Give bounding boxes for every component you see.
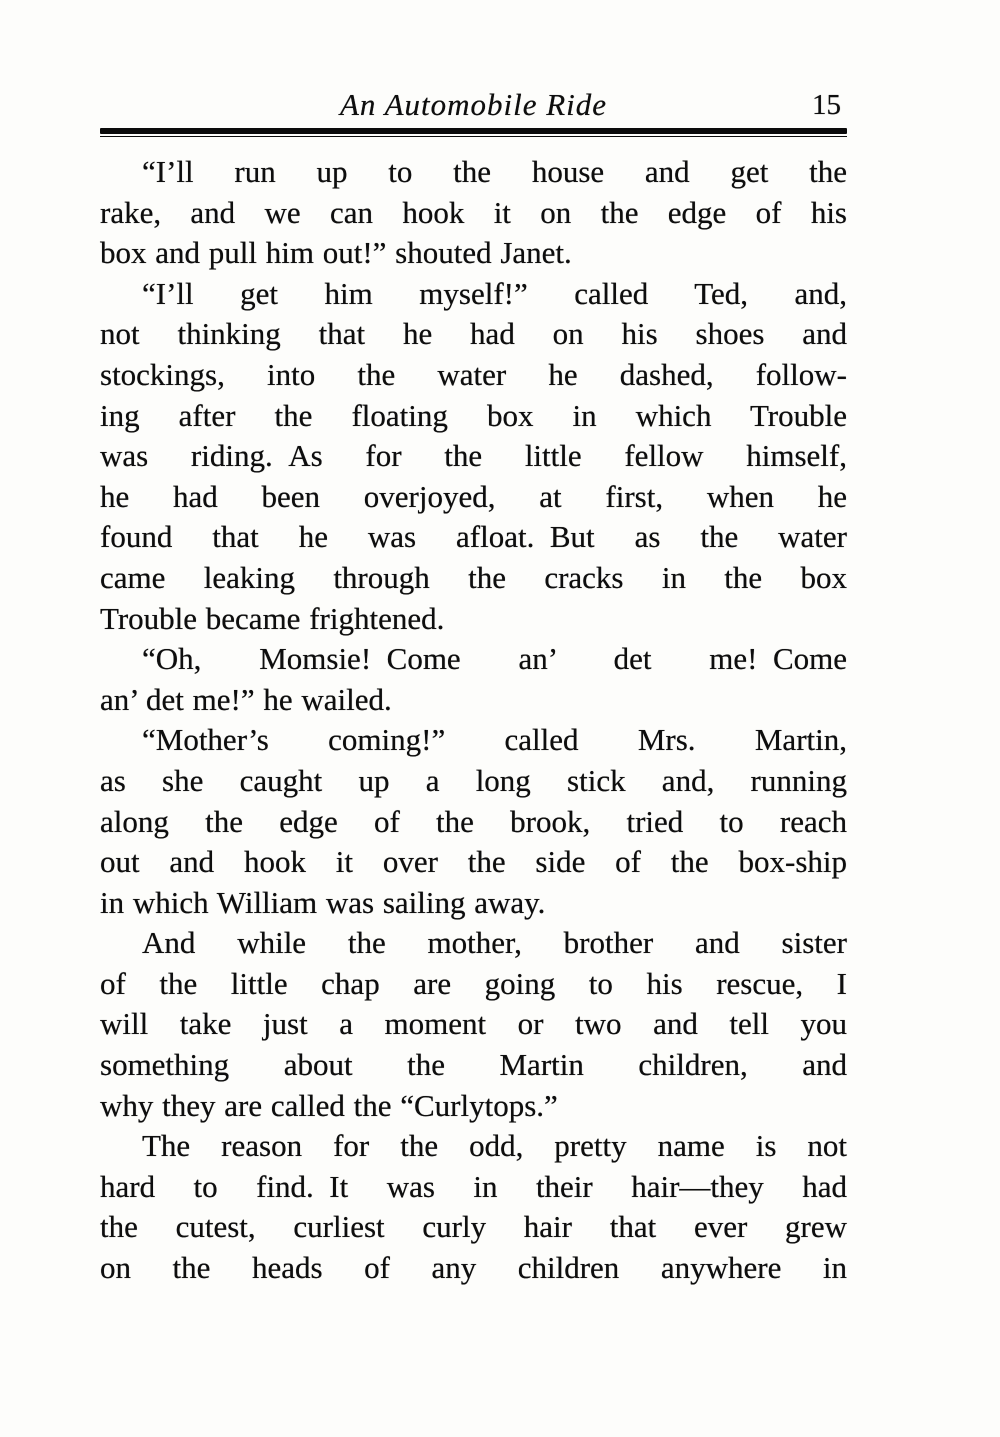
text-line: hard to find. It was in their hair—they had: [100, 1168, 847, 1204]
text-line: “Mother’s coming!” called Mrs. Martin,: [142, 722, 847, 758]
text-line: will take just a moment or two and tell you: [100, 1006, 847, 1042]
text-line: “Oh, Momsie! Come an’ det me! Come: [142, 641, 847, 677]
text-line: he had been overjoyed, at first, when he: [100, 478, 847, 514]
paragraph: [100, 720, 847, 923]
header-rule-thick-line: [100, 128, 847, 134]
text-line: in which William was sailing away.: [100, 884, 546, 920]
paragraph: [100, 1126, 847, 1288]
text-line: The reason for the odd, pretty name is not: [142, 1128, 847, 1164]
text-line: Trouble became frightened.: [100, 600, 445, 636]
paragraph: [100, 274, 847, 639]
page-header: [100, 86, 847, 126]
header-rule: [100, 128, 847, 137]
text-line: “I’ll run up to the house and get the: [142, 154, 847, 189]
text-line: the cutest, curliest curly hair that ever grew: [100, 1209, 847, 1245]
text-line: an’ det me!” he wailed.: [100, 681, 392, 717]
paragraph: [100, 923, 847, 1126]
text-line: box and pull him out!” shouted Janet.: [100, 235, 572, 271]
text-line: something about the Martin children, and: [100, 1047, 847, 1083]
text-column: [100, 86, 847, 1289]
paragraph: [100, 639, 847, 720]
paragraph: [100, 152, 847, 274]
running-head-title: An Automobile Ride: [339, 87, 608, 122]
text-line: as she caught up a long stick and, running: [100, 762, 847, 798]
text-line: was riding. As for the little fellow himself,: [100, 438, 847, 474]
header-rule-thin-line: [100, 136, 847, 137]
page-number: 15: [812, 89, 841, 121]
text-line: of the little chap are going to his rescue, I: [100, 965, 847, 1001]
text-line: why they are called the “Curlytops.”: [100, 1087, 558, 1123]
text-line: out and hook it over the side of the box-ship: [100, 844, 847, 880]
text-line: stockings, into the water he dashed, follow-: [100, 356, 847, 392]
text-line: rake, and we can hook it on the edge of his: [100, 194, 847, 230]
text-line: “I’ll get him myself!” called Ted, and,: [142, 275, 847, 311]
text-line: came leaking through the cracks in the box: [100, 559, 847, 595]
page-body: [100, 152, 847, 1289]
text-line: found that he was afloat. But as the water: [100, 519, 847, 555]
text-line: on the heads of any children anywhere in: [100, 1250, 847, 1286]
text-line: not thinking that he had on his shoes and: [100, 316, 847, 352]
text-line: along the edge of the brook, tried to reach: [100, 803, 847, 839]
text-line: ing after the floating box in which Trouble: [100, 397, 847, 433]
text-line: And while the mother, brother and sister: [142, 925, 847, 961]
